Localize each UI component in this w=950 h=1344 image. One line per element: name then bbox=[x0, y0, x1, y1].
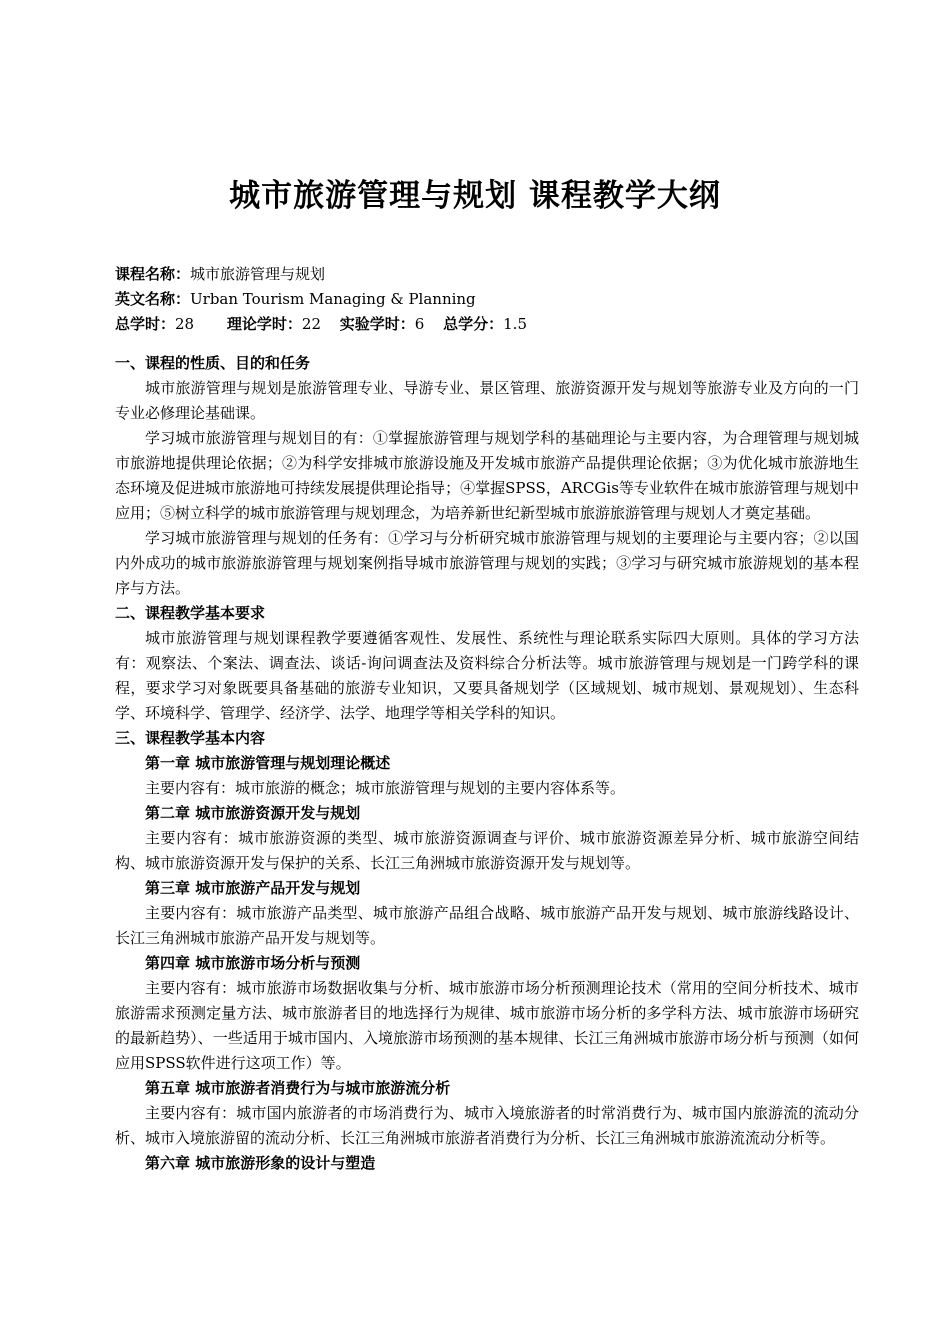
document-body bbox=[115, 262, 859, 1176]
course-name-value: 城市旅游管理与规划 bbox=[190, 265, 326, 283]
chapter-1-title: 第一章 城市旅游管理与规划理论概述 bbox=[145, 754, 391, 772]
total-hours-label: 总学时： bbox=[115, 315, 176, 333]
chapter-1-body: 主要内容有：城市旅游的概念；城市旅游管理与规划的主要内容体系等。 bbox=[145, 779, 626, 797]
section-1-heading: 一、课程的性质、目的和任务 bbox=[115, 354, 311, 372]
section-2-heading: 二、课程教学基本要求 bbox=[115, 604, 266, 622]
course-name-line bbox=[115, 262, 859, 287]
credits-value: 1.5 bbox=[503, 315, 527, 333]
section-1-paragraph-3: 学习城市旅游管理与规划的任务有：①学习与分析研究城市旅游管理与规划的主要理论与主要内容；②以国内外成功的城市旅游旅游管理与规划案例指导城市旅游管理与规划的实践；③学习与研究城市旅游规划的基本程序与方法。 bbox=[115, 529, 859, 597]
hours-line bbox=[115, 312, 859, 337]
chapter-2-body: 主要内容有：城市旅游资源的类型、城市旅游资源调查与评价、城市旅游资源差异分析、城市旅游空间结构、城市旅游资源开发与保护的关系、长江三角洲城市旅游资源开发与规划等。 bbox=[115, 829, 859, 872]
chapter-6-title: 第六章 城市旅游形象的设计与塑造 bbox=[145, 1154, 376, 1172]
section-2-paragraph-1: 城市旅游管理与规划课程教学要遵循客观性、发展性、系统性与理论联系实际四大原则。具体的学习方法有：观察法、个案法、调查法、谈话-询问调查法及资料综合分析法等。城市旅游管理与规划是一门跨学科的课程，要求学习对象既要具备基础的旅游专业知识，又要具备规划学（区域规划、城市规划、景观规划）、生态科学、环境科学、管理学、经济学、法学、地理学等相关学科的知识。 bbox=[115, 629, 859, 722]
chapter-2-title: 第二章 城市旅游资源开发与规划 bbox=[145, 804, 361, 822]
chapter-5-body: 主要内容有：城市国内旅游者的市场消费行为、城市入境旅游者的时常消费行为、城市国内旅游流的流动分析、城市入境旅游留的流动分析、长江三角洲城市旅游者消费行为分析、长江三角洲城市旅游流流动分析等。 bbox=[115, 1104, 859, 1147]
theory-hours-label: 理论学时： bbox=[226, 315, 302, 333]
section-3-heading: 三、课程教学基本内容 bbox=[115, 729, 266, 747]
english-name-value: Urban Tourism Managing & Planning bbox=[190, 290, 476, 308]
document-title: 城市旅游管理与规划 课程教学大纲 bbox=[229, 178, 721, 214]
lab-hours-label: 实验学时： bbox=[339, 315, 415, 333]
chapter-3-body: 主要内容有：城市旅游产品类型、城市旅游产品组合战略、城市旅游产品开发与规划、城市旅游线路设计、长江三角洲城市旅游产品开发与规划等。 bbox=[115, 904, 859, 947]
course-name-label: 课程名称： bbox=[115, 265, 191, 283]
section-1-paragraph-2: 学习城市旅游管理与规划目的有：①掌握旅游管理与规划学科的基础理论与主要内容，为合理管理与规划城市旅游地提供理论依据；②为科学安排城市旅游设施及开发城市旅游产品提供理论依据；③为优化城市旅游地生态环境及促进城市旅游地可持续发展提供理论指导；④掌握SPSS，ARCGis等专业软件在城市旅游管理与规划中应用；⑤树立科学的城市旅游管理与规划理念，为培养新世纪新型城市旅游旅游管理与规划人才奠定基础。 bbox=[115, 429, 859, 522]
credits-label: 总学分： bbox=[443, 315, 504, 333]
chapter-4-body: 主要内容有：城市旅游市场数据收集与分析、城市旅游市场分析预测理论技术（常用的空间分析技术、城市旅游需求预测定量方法、城市旅游者目的地选择行为规律、城市旅游市场分析的多学科方法、城市旅游市场研究的最新趋势）、一些适用于城市国内、入境旅游市场预测的基本规律、长江三角洲城市旅游市场分析与预测（如何应用SPSS软件进行这项工作）等。 bbox=[115, 979, 859, 1072]
chapter-3-title: 第三章 城市旅游产品开发与规划 bbox=[145, 879, 361, 897]
lab-hours-value: 6 bbox=[414, 315, 425, 333]
section-1-paragraph-1: 城市旅游管理与规划是旅游管理专业、导游专业、景区管理、旅游资源开发与规划等旅游专业及方向的一门专业必修理论基础课。 bbox=[115, 379, 859, 422]
total-hours-value: 28 bbox=[175, 315, 195, 333]
english-name-line bbox=[115, 287, 859, 312]
english-name-label: 英文名称： bbox=[115, 290, 191, 308]
chapter-5-title: 第五章 城市旅游者消费行为与城市旅游流分析 bbox=[145, 1079, 451, 1097]
chapter-4-title: 第四章 城市旅游市场分析与预测 bbox=[145, 954, 361, 972]
theory-hours-value: 22 bbox=[301, 315, 321, 333]
